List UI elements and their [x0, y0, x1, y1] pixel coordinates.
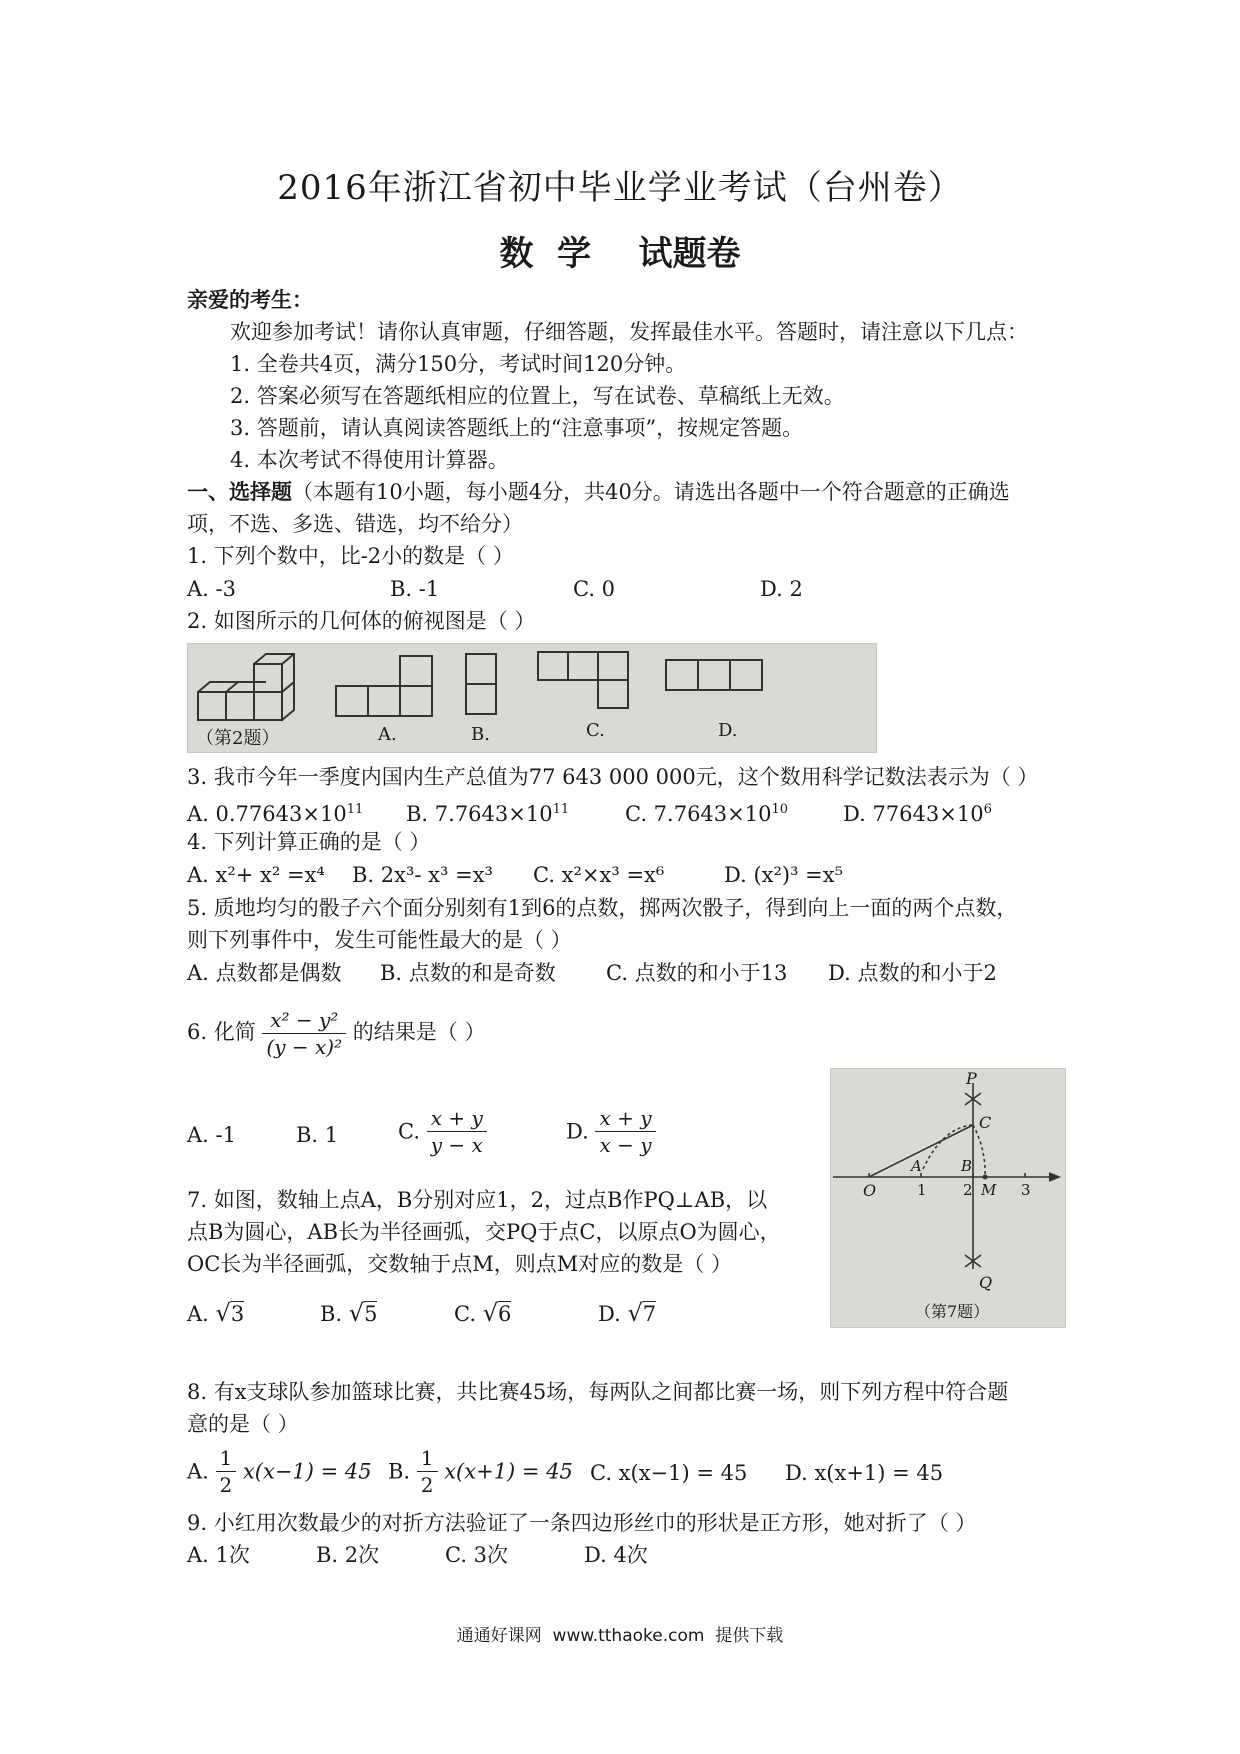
q7-line-2: 点B为圆心，AB长为半径画弧，交PQ于点C，以原点O为圆心，	[187, 1220, 781, 1244]
q1-stem: 1. 下列个数中，比-2小的数是（ ）	[187, 544, 514, 568]
q9-option-b: B. 2次	[316, 1543, 380, 1567]
q7-figure	[830, 1068, 1066, 1328]
q8-option-a: A. $\frac{1}{2}$ x(x−1) = 45	[187, 1446, 372, 1497]
q7-label-m: M	[981, 1181, 997, 1199]
q2-label-b: B.	[471, 724, 490, 745]
q7-option-b: B. √5	[320, 1299, 378, 1327]
point-m	[983, 1175, 988, 1180]
q7-label-3: 3	[1021, 1181, 1031, 1199]
q4-option-b: B. 2x³- x³ =x³	[352, 863, 493, 887]
q7-label-p: P	[966, 1069, 977, 1088]
q6-option-d: D. $\frac{x + y}{x - y}$	[566, 1105, 656, 1158]
q5-option-b: B. 点数的和是奇数	[380, 961, 556, 985]
q8-line-2: 意的是（ ）	[187, 1412, 299, 1436]
q7-label-c: C	[979, 1113, 992, 1132]
q2-figure	[187, 643, 877, 753]
q7-fig-caption: （第7题）	[915, 1302, 990, 1321]
q3-option-a: A. $0.77643\times 10^{11}$	[187, 802, 364, 826]
q4-option-a: A. x²+ x² =x⁴	[187, 863, 325, 887]
q8-line-1: 8. 有x支球队参加篮球比赛，共比赛45场，每两队之间都比赛一场，则下列方程中符合题	[187, 1380, 1009, 1404]
q9-stem: 9. 小红用次数最少的对折方法验证了一条四边形丝巾的形状是正方形，她对折了（ ）	[187, 1511, 977, 1535]
q5-option-c: C. 点数的和小于13	[606, 961, 788, 985]
welcome-text: 欢迎参加考试！请你认真审题，仔细答题，发挥最佳水平。答题时，请注意以下几点：	[230, 320, 1028, 344]
footer-download-note: 通通好课网 www.tthaoke.com 提供下载	[456, 1626, 784, 1646]
q7-label-q: Q	[979, 1273, 993, 1292]
note-2: 2. 答案必须写在答题纸相应的位置上，写在试卷、草稿纸上无效。	[230, 384, 845, 408]
q7-line-1: 7. 如图，数轴上点A，B分别对应1，2，过点B作PQ⊥AB，以	[187, 1188, 768, 1212]
note-1: 1. 全卷共4页，满分150分，考试时间120分钟。	[230, 352, 687, 376]
q5-option-a: A. 点数都是偶数	[187, 961, 342, 985]
exam-subtitle: 数 学 试题卷	[499, 234, 741, 274]
section-desc-2: 项，不选、多选、错选，均不给分）	[187, 512, 523, 536]
q3-option-c: C. $7.7643\times 10^{10}$	[625, 802, 789, 826]
q7-option-c: C. √6	[454, 1299, 512, 1327]
q7-label-1: 1	[917, 1181, 927, 1199]
q9-option-c: C. 3次	[445, 1543, 509, 1567]
q5-stem-1: 5. 质地均匀的骰子六个面分别刻有1到6的点数，掷两次骰子，得到向上一面的两个点数，	[187, 896, 1018, 920]
greeting: 亲爱的考生：	[187, 288, 313, 312]
exam-title: 2016年浙江省初中毕业学业考试（台州卷）	[277, 168, 963, 208]
q8-option-b: B. $\frac{1}{2}$ x(x+1) = 45	[388, 1446, 573, 1497]
q7-label-o: O	[863, 1181, 877, 1200]
q3-option-d: D. $77643\times 10^6$	[843, 802, 992, 826]
q4-option-d: D. (x²)³ =x⁵	[724, 863, 844, 887]
section-heading: 一、选择题	[187, 480, 292, 504]
q2-fig-caption: （第2题）	[196, 728, 280, 749]
option-c-view	[538, 652, 628, 708]
q2-label-c: C.	[586, 720, 605, 741]
q3-stem: 3. 我市今年一季度内国内生产总值为77 643 000 000元，这个数用科学记数法表示为（ ）	[187, 765, 1039, 789]
q7-line-3: OC长为半径画弧，交数轴于点M，则点M对应的数是（ ）	[187, 1252, 732, 1276]
q2-figure-svg	[188, 644, 876, 752]
q2-stem: 2. 如图所示的几何体的俯视图是（ ）	[187, 609, 536, 633]
q8-option-c: C. x(x−1) = 45	[590, 1461, 748, 1485]
section-heading-row	[187, 479, 1010, 505]
q4-stem: 4. 下列计算正确的是（ ）	[187, 830, 431, 854]
q7-label-a: A	[911, 1157, 922, 1175]
q6-stem: 6. 化简 $\frac{\text{x² − y²}}{\text{(y − x)²}}$ 的结果是（ ）	[187, 1008, 486, 1059]
q1-option-a: A. -3	[187, 577, 236, 601]
q6-option-c: C. $\frac{x + y}{y - x}$	[398, 1105, 487, 1158]
q7-option-a: A. √3	[187, 1299, 245, 1327]
axis-arrow	[1049, 1173, 1059, 1181]
q2-label-a: A.	[378, 724, 397, 745]
option-b-view	[466, 654, 496, 714]
section-desc-1: （本题有10小题，每小题4分，共40分。请选出各题中一个符合题意的正确选	[292, 480, 1010, 504]
q7-label-2: 2	[963, 1181, 973, 1199]
q5-option-d: D. 点数的和小于2	[828, 961, 997, 985]
q1-option-c: C. 0	[573, 577, 616, 601]
q6-fraction: $\frac{\text{x² − y²}}{\text{(y − x)²}}$	[262, 1007, 346, 1060]
q1-option-b: B. -1	[390, 577, 440, 601]
q8-option-d: D. x(x+1) = 45	[785, 1461, 944, 1485]
note-4: 4. 本次考试不得使用计算器。	[230, 448, 509, 472]
q4-option-c: C. x²×x³ =x⁶	[533, 863, 665, 887]
q7-label-b: B	[961, 1157, 973, 1175]
arc-cm	[973, 1125, 985, 1177]
q7-option-d: D. √7	[598, 1299, 657, 1327]
option-d-view	[666, 660, 762, 690]
note-3: 3. 答题前，请认真阅读答题纸上的“注意事项”，按规定答题。	[230, 416, 804, 440]
q6-option-b: B. 1	[296, 1123, 339, 1147]
q6-option-a: A. -1	[187, 1123, 236, 1147]
q3-option-b: B. $7.7643\times 10^{11}$	[406, 802, 570, 826]
q2-label-d: D.	[718, 720, 738, 741]
option-a-view	[336, 656, 432, 716]
q9-option-a: A. 1次	[187, 1543, 250, 1567]
q1-option-d: D. 2	[760, 577, 803, 601]
solid-3d-cubes	[198, 654, 294, 720]
q5-stem-2: 则下列事件中，发生可能性最大的是（ ）	[187, 928, 572, 952]
q9-option-d: D. 4次	[584, 1543, 648, 1567]
